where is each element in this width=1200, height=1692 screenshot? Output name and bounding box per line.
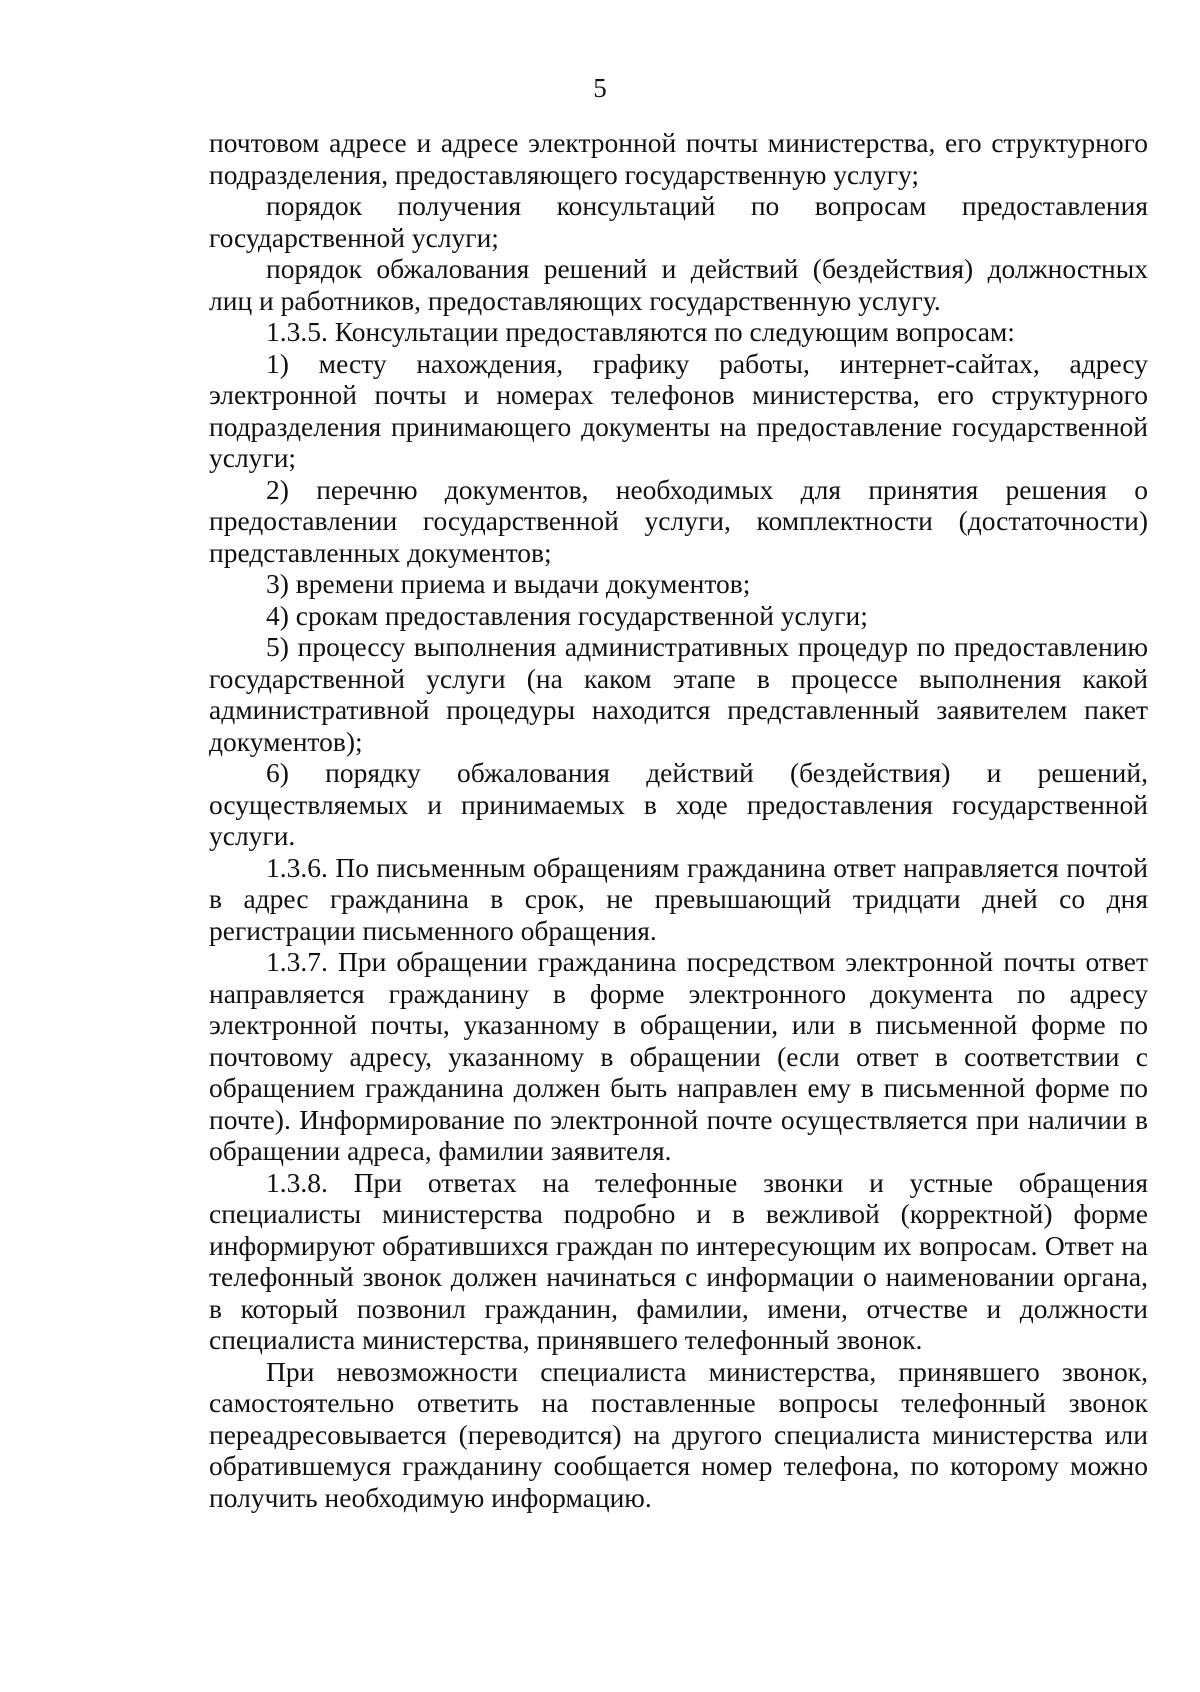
paragraph-1-3-8: 1.3.8. При ответах на телефонные звонки и устные обращения специалисты министерства подробно и в вежливой (корректной) форме информируют обратившихся граждан по интересующим их вопросам. Ответ на телефонный звонок должен начинаться с информации о наименовании органа, в который позвонил гражданин, фамилии, имени, отчестве и должности специалиста министерства, принявшего телефонный звонок. [209,1166,1148,1355]
list-item-4: 4) срокам предоставления государственной услуги; [266,599,868,631]
list-item-1: 1) месту нахождения, графику работы, интернет-сайтах, адресу электронной почты и номерах телефонов министерства, его структурного подразделения принимающего документы на предоставление государственной услуги; [209,347,1148,473]
paragraph-consultation-order: порядок получения консультаций по вопросам предоставления государственной услуги; [209,190,1148,253]
paragraph-1-3-5: 1.3.5. Консультации предоставляются по следующим вопросам: [266,316,1015,347]
document-body [209,127,1148,1513]
list-item-6: 6) порядку обжалования действий (бездействия) и решений, осуществляемых и принимаемых в ходе предоставления государственной услуги. [209,757,1148,851]
list-item-2: 2) перечню документов, необходимых для принятия решения о предоставлении государственной услуги, комплектности (достаточности) представленных документов; [209,473,1148,568]
list-item-5: 5) процессу выполнения административных процедур по предоставлению государственной услуги (на каком этапе в процессе выполнения какой административной процедуры находится представленный заявителем пакет документов); [209,631,1148,757]
page-number: 5 [593,73,607,103]
paragraph-contact-info: почтовом адресе и адресе электронной почты министерства, его структурного подразделения, предоставляющего государственную услугу; [209,127,1148,190]
paragraph-1-3-6: 1.3.6. По письменным обращениям гражданина ответ направляется почтой в адрес гражданина в срок, не превышающий тридцати дней со дня регистрации письменного обращения. [209,851,1148,946]
paragraph-redirect: При невозможности специалиста министерства, принявшего звонок, самостоятельно ответить на поставленные вопросы телефонный звонок переадресовывается (переводится) на другого специалиста министерства или обратившемуся гражданину сообщается номер телефона, по которому можно получить необходимую информацию. [209,1355,1148,1513]
list-item-3: 3) времени приема и выдачи документов; [266,568,751,599]
paragraph-appeal-order: порядок обжалования решений и действий (бездействия) должностных лиц и работников, предоставляющих государственную услугу. [209,253,1148,316]
paragraph-1-3-7: 1.3.7. При обращении гражданина посредством электронной почты ответ направляется гражданину в форме электронного документа по адресу электронной почты, указанному в обращении, или в письменной форме по почтовому адресу, указанному в обращении (если ответ в соответствии с обращением гражданина должен быть направлен ему в письменной форме по почте). Информирование по электронной почте осуществляется при наличии в обращении адреса, фамилии заявителя. [209,946,1148,1166]
